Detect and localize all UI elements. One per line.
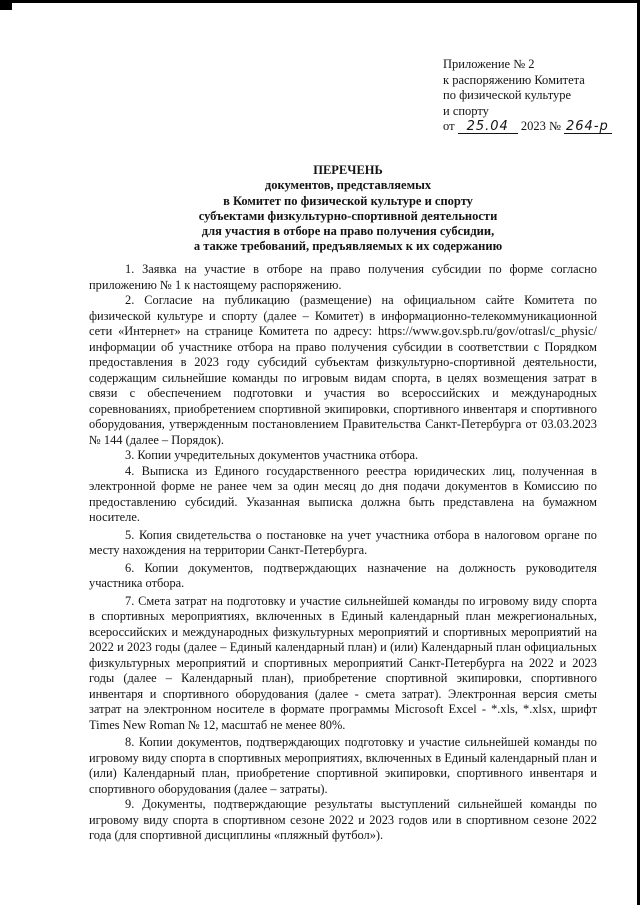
appendix-line-4: и спорту: [443, 103, 489, 118]
title-line-4: субъектами физкультурно-спортивной деятельности: [198, 208, 498, 223]
list-item-2: 2. Согласие на публикацию (размещение) на официальном сайте Комитета по физической культуре и спорту (далее – Комитет) в информационно-телекоммуникационной сети «Интернет» на странице Комитета по адресу: https://www.gov.spb.ru/gov/otrasl/c_physic/ информации об участнике отбора на право получения субсидии в соответствии с Порядком предоставления в 2023 году субсидий субъектам физкультурно-спортивной деятельности, содержащим сильнейшие команды по игровым видам спорта, в целях возмещения затрат в связи с обеспечением подготовки и участия во всероссийских и международных соревнованиях, приобретением спортивной экипировки, спортивного инвентаря и спортивного оборудования, утвержденным постановлением Правительства Санкт-Петербурга от 03.03.2023 № 144 (далее – Порядок).: [89, 293, 597, 447]
list-item-5: 5. Копия свидетельства о постановке на учет участника отбора в налоговом органе по месту нахождения на территории Санкт-Петербурга.: [89, 527, 597, 557]
document-title: [150, 163, 546, 255]
list-item-7: 7. Смета затрат на подготовку и участие сильнейшей команды по игровому виду спорта в спортивных мероприятиях, включенных в Единый календарный план межрегиональных, всероссийских и международных физкультурных мероприятий и спортивных мероприятий на 2022 и 2023 годы (далее – Единый календарный план) и (или) Календарный план официальных физкультурных мероприятий и спортивных мероприятий Санкт-Петербурга на 2022 и 2023 годы (далее – Календарный план), приобретение спортивной экипировки, спортивного инвентаря и спортивного оборудования (далее - смета затрат). Электронная версия сметы затрат на электронном носителе в формате программы Microsoft Excel - *.xls, *.xlsx, шрифт Times New Roman № 12, масштаб не менее 80%.: [89, 593, 597, 732]
scan-corner-mark: [0, 0, 12, 10]
title-line-2: документов, представляемых: [264, 178, 432, 193]
appendix-header: [443, 57, 633, 135]
list-item-6: 6. Копии документов, подтверждающих назначение на должность руководителя участника отбора.: [89, 560, 597, 590]
appendix-line-3: по физической культуре: [443, 88, 572, 102]
appendix-line-1: Приложение № 2: [443, 57, 535, 71]
handwritten-order-number: 264-р: [564, 120, 612, 134]
list-item-9: 9. Документы, подтверждающие результаты выступлений сильнейшей команды по игровому виду спорта в спортивном сезоне 2022 и 2023 годов или в спортивном сезоне 2022 года (для спортивной дисциплины «пляжный футбол»).: [89, 797, 597, 842]
title-line-3: в Комитет по физической культуре и спорту: [223, 193, 473, 208]
title-line-1: ПЕРЕЧЕНЬ: [313, 163, 383, 177]
title-line-5: для участия в отборе на право получения субсидии,: [201, 224, 495, 239]
appendix-date-line: [443, 119, 633, 135]
list-item-1: 1. Заявка на участие в отборе на право получения субсидии по форме согласно приложению № 1 к настоящему распоряжению.: [89, 262, 597, 292]
list-item-8: 8. Копии документов, подтверждающих подготовку и участие сильнейшей команды по игровому виду спорта в спортивных мероприятиях, включенных в Единый календарный план и (или) Календарный план, приобретение спортивной экипировки, спортивного инвентаря и спортивного оборудования (далее – затраты).: [89, 735, 597, 796]
document-list: [89, 262, 597, 844]
scan-edge-top: [0, 0, 640, 3]
date-prefix: от: [443, 119, 455, 133]
appendix-line-2: к распоряжению Комитета: [443, 72, 585, 87]
year-number-label: 2023 №: [520, 119, 561, 133]
title-line-6: а также требований, предъявляемых к их содержанию: [193, 239, 503, 254]
list-item-4: 4. Выписка из Единого государственного реестра юридических лиц, полученная в электронной форме не ранее чем за один месяц до дня подачи документов в Комиссию по предоставлению субсидий. Указанная выписка должна быть представлена на бумажном носителе.: [89, 463, 597, 524]
handwritten-date: 25.04: [458, 120, 518, 134]
list-item-3: 3. Копии учредительных документов участника отбора.: [125, 448, 419, 462]
